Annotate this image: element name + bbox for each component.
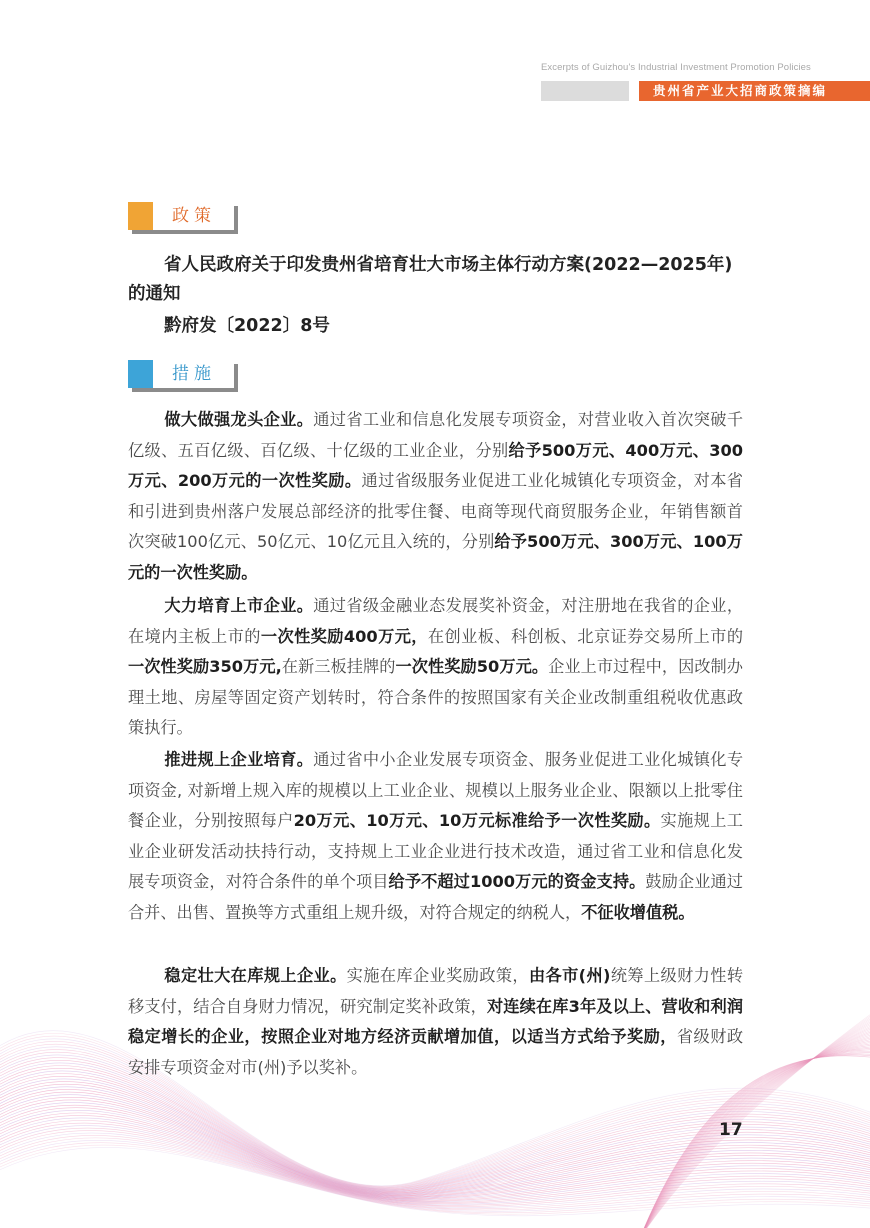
policy-tag-label: 政策 [172, 206, 216, 226]
emphasis-text: 大力培育上市企业。 [164, 596, 314, 615]
body-text: 在创业板、科创板、北京证券交易所上市的 [427, 626, 744, 646]
tag-color-bar [128, 202, 153, 230]
emphasis-text: 给予500万元、300万元、100万元的一次性奖励。 [128, 532, 743, 582]
measures-section-tag [128, 360, 236, 388]
body-text: 通过省级金融业态发展奖补资金，对注册地在我省的企业，在境内主板上市的 [128, 596, 744, 646]
emphasis-text: 给予不超过1000万元的资金支持。 [388, 872, 646, 891]
body-text: 鼓励企业通过合并、出售、置换等方式重组上规升级，对符合规定的纳税人， [128, 872, 743, 922]
body-text: 实施规上工业企业研发活动扶持行动，支持规上工业企业进行技术改造，通过省工业和信息化发展专项资金，对符合条件的单个项目 [128, 811, 743, 891]
emphasis-text: 一次性奖励50万元。 [395, 657, 549, 676]
body-text: 通过省中小企业发展专项资金、服务业促进工业化城镇化专项资金, 对新增上规入库的规模以上工业企业、规模以上服务业企业、限额以上批零住餐企业，分别按照每户 [128, 750, 744, 830]
header-grey-bar [541, 81, 629, 101]
body-text: 省级财政安排专项资金对市(州)予以奖补。 [128, 1027, 744, 1077]
body-text: 企业上市过程中，因改制办理土地、房屋等固定资产划转时，符合条件的按照国家有关企业改制重组税收优惠政策执行。 [128, 657, 743, 737]
measures-tag-label: 措施 [172, 364, 216, 384]
body-text: 统筹上级财力性转移支付，结合自身财力情况，研究制定奖补政策， [128, 966, 744, 1016]
policy-section-tag [128, 202, 236, 230]
paragraph-leading-enterprises [128, 405, 743, 588]
paragraph-stabilize-enterprises [128, 961, 743, 1083]
emphasis-text: 做大做强龙头企业。 [164, 410, 314, 429]
document-title-text: 省人民政府关于印发贵州省培育壮大市场主体行动方案(2022—2025年)的通知 [128, 255, 733, 304]
paragraph-above-scale-cultivation [128, 745, 743, 928]
emphasis-text: 不征收增值税。 [581, 902, 695, 922]
header-title-bar [639, 81, 870, 101]
header-title: 贵州省产业大招商政策摘编 [653, 83, 828, 98]
document-number: 黔府发〔2022〕8号 [164, 316, 330, 336]
emphasis-text: 推进规上企业培育。 [164, 750, 314, 769]
paragraph-listed-enterprises [128, 591, 743, 744]
emphasis-text: 一次性奖励400万元， [260, 626, 428, 646]
body-text: 实施在库企业奖励政策， [346, 966, 529, 985]
body-text: 通过省工业和信息化发展专项资金，对营业收入首次突破千亿级、五百亿级、百亿级、十亿级的工业企业，分别 [128, 410, 744, 460]
header-subtitle-english: Excerpts of Guizhou's Industrial Investment Promotion Policies [541, 62, 811, 73]
emphasis-text: 20万元、10万元、10万元标准给予一次性奖励。 [293, 811, 661, 830]
body-text: 在新三板挂牌的 [281, 657, 396, 676]
page-number: 17 [719, 1120, 743, 1140]
emphasis-text: 稳定壮大在库规上企业。 [164, 966, 347, 985]
emphasis-text: 一次性奖励350万元, [128, 657, 282, 676]
emphasis-text: 对连续在库3年及以上、营收和利润稳定增长的企业，按照企业对地方经济贡献增加值，以适当方式给予奖励， [128, 996, 744, 1046]
body-text: 通过省级服务业促进工业化城镇化专项资金，对本省和引进到贵州落户发展总部经济的批零住餐、电商等现代商贸服务企业，年销售额首次突破100亿元、50亿元、10亿元且入统的，分别 [128, 471, 743, 551]
emphasis-text: 给予500万元、400万元、300万元、200万元的一次性奖励。 [128, 440, 743, 490]
document-title [128, 251, 743, 309]
tag-color-bar [128, 360, 153, 388]
emphasis-text: 由各市(州) [528, 966, 611, 985]
